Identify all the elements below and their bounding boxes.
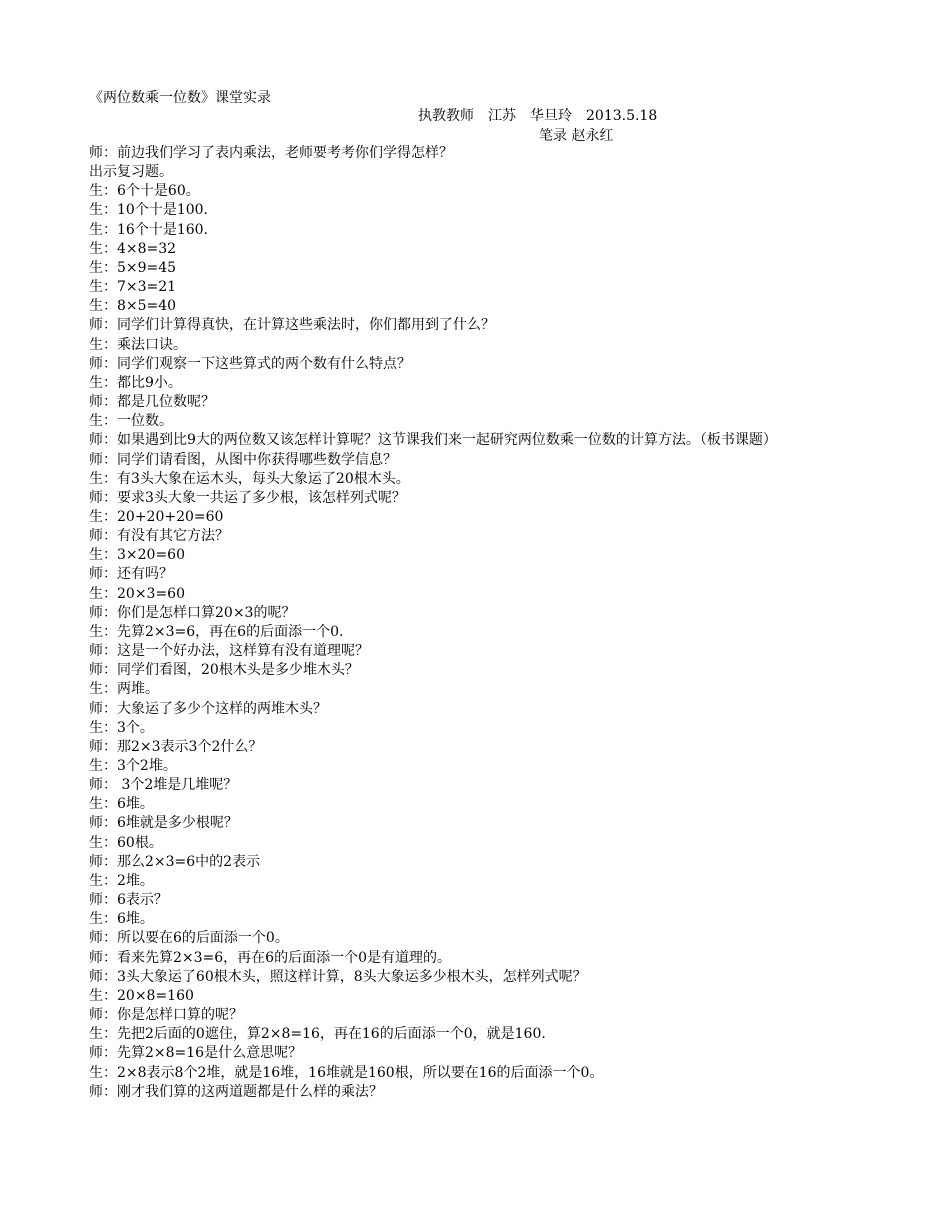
transcript-line: 师：前边我们学习了表内乘法，老师要考考你们学得怎样？: [89, 145, 453, 161]
transcript-line: 师：看来先算2×3=6，再在6的后面添一个0是有道理的。: [89, 949, 451, 966]
transcript-line: 生：16个十是160.: [89, 221, 208, 238]
transcript-line: 生：7×3=21: [89, 279, 177, 296]
document-title: 《两位数乘一位数》课堂实录: [89, 90, 271, 106]
transcript-line: 生：都比9小。: [89, 374, 182, 391]
transcript-line: 生：乘法口诀。: [89, 336, 187, 353]
teacher-info-line: 执教教师 江苏 华旦玲 2013.5.18: [418, 108, 658, 124]
transcript-line: 生：60根。: [89, 834, 163, 851]
transcript-line: 生：20×8=160: [89, 987, 194, 1004]
transcript-line: 生：10个十是100.: [89, 202, 208, 219]
transcript: [89, 144, 849, 1102]
transcript-line: 生：3个。: [89, 719, 154, 736]
transcript-line: 师：有没有其它方法？: [89, 528, 229, 545]
transcript-line: 生：20×3=60: [89, 585, 185, 602]
transcript-line: 师：这是一个好办法，这样算有没有道理呢？: [89, 643, 369, 660]
transcript-line: 生：2×8表示8个2堆，就是16堆，16堆就是160根，所以要在16的后面添一个0。: [89, 1064, 604, 1081]
transcript-line: 师：都是几位数呢？: [89, 394, 215, 411]
transcript-line: 生：6个十是60。: [89, 183, 200, 200]
transcript-line: 生：4×8=32: [89, 240, 177, 257]
transcript-line: 生：有3头大象在运木头，每头大象运了20根木头。: [89, 470, 410, 487]
transcript-line: 生：先算2×3=6，再在6的后面添一个0.: [89, 623, 344, 640]
transcript-line: 师：同学们计算得真快，在计算这些乘法时，你们都用到了什么？: [89, 317, 495, 334]
recorder-info-line: 笔录 赵永红: [539, 128, 614, 144]
transcript-line: 师：6表示？: [89, 892, 168, 909]
transcript-line: 生：8×5=40: [89, 298, 177, 315]
transcript-line: 师：如果遇到比9大的两位数又该怎样计算呢？这节课我们来一起研究两位数乘一位数的计算方法。（板书课题）: [89, 432, 777, 449]
transcript-line: 师：要求3头大象一共运了多少根，该怎样列式呢？: [89, 489, 406, 506]
transcript-line: 师： 3个2堆是几堆呢？: [89, 777, 238, 794]
transcript-line: 生：6堆。: [89, 796, 154, 813]
transcript-line: 出示复习题。: [89, 164, 173, 181]
transcript-line: 生：2堆。: [89, 872, 154, 889]
transcript-line: 师：3头大象运了60根木头，照这样计算，8头大象运多少根木头，怎样列式呢？: [89, 968, 587, 985]
transcript-line: 师：大象运了多少个这样的两堆木头？: [89, 700, 327, 717]
transcript-line: 师：还有吗？: [89, 566, 173, 583]
transcript-line: 师：你是怎样口算的呢？: [89, 1007, 243, 1024]
transcript-line: 生：3个2堆。: [89, 758, 177, 774]
transcript-line: 师：同学们观察一下这些算式的两个数有什么特点？: [89, 355, 411, 372]
transcript-line: 师：你们是怎样口算20×3的呢？: [89, 604, 296, 621]
transcript-line: 生：5×9=45: [89, 259, 177, 276]
transcript-line: 师：那2×3表示3个2什么？: [89, 738, 263, 755]
transcript-line: 生：先把2后面的0遮住，算2×8=16，再在16的后面添一个0，就是160.: [89, 1026, 546, 1043]
transcript-line: 师：6堆就是多少根呢？: [89, 815, 238, 832]
transcript-line: 生：两堆。: [89, 681, 159, 698]
transcript-line: 生：一位数。: [89, 413, 173, 430]
transcript-line: 生：20+20+20=60: [89, 508, 224, 525]
transcript-line: 师：刚才我们算的这两道题都是什么样的乘法？: [89, 1083, 383, 1100]
transcript-line: 生：6堆。: [89, 911, 154, 928]
transcript-line: 师：先算2×8=16是什么意思呢？: [89, 1045, 303, 1062]
transcript-line: 生：3×20=60: [89, 547, 185, 564]
transcript-line: 师：所以要在6的后面添一个0。: [89, 930, 289, 947]
transcript-line: 师：同学们看图，20根木头是多少堆木头？: [89, 662, 359, 679]
transcript-line: 师：那么2×3=6中的2表示: [89, 853, 261, 870]
transcript-line: 师：同学们请看图，从图中你获得哪些数学信息？: [89, 451, 397, 468]
